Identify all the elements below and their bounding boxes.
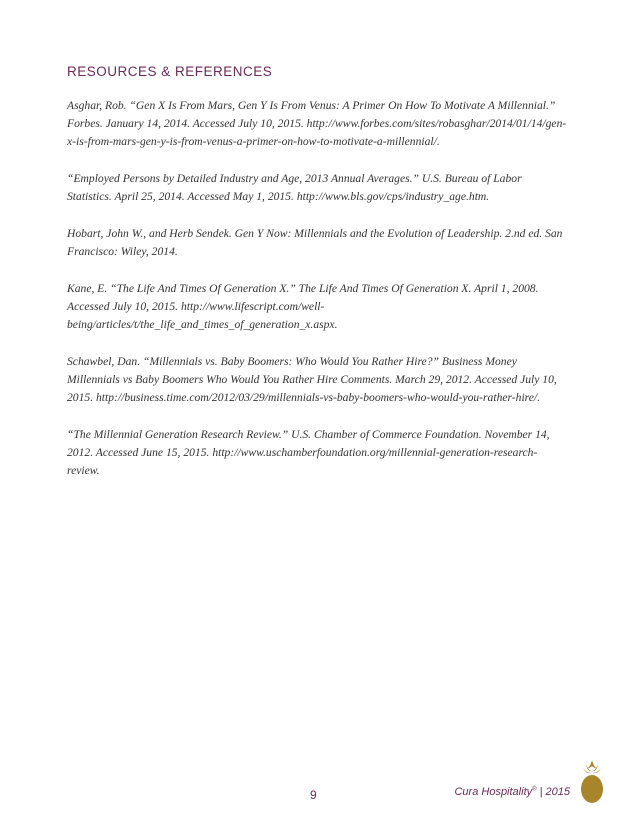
- reference-item: Hobart, John W., and Herb Sendek. Gen Y Now: Millennials and the Evolution of Leadership. 2.nd ed. San Francisco: Wiley, 2014.: [67, 227, 563, 258]
- reference-item: Asghar, Rob. “Gen X Is From Mars, Gen Y Is From Venus: A Primer On How To Motivate A Millennial.” Forbes. January 14, 2014. Accessed July 10, 2015. http://www.forbes.com/sites/robasghar/2014/01/14/gen-x-is-from-mars-gen-y-is-from-venus-a-primer-on-how-to-motivate-a-millennial/.: [67, 99, 567, 148]
- company-name: Cura Hospitality: [454, 786, 533, 798]
- reference-item: Schawbel, Dan. “Millennials vs. Baby Boomers: Who Would You Rather Hire?” Business Money Millennials vs Baby Boomers Who Would You Rather Hire Comments. March 29, 2012. Accessed July 10, 2015. http://business.time.com/2012/03/29/millennials-vs-baby-boomers-who-would-you-rather-hire/.: [67, 355, 557, 404]
- footer-year: | 2015: [536, 786, 570, 798]
- references-list: [67, 97, 567, 499]
- page-title: RESOURCES & REFERENCES: [67, 64, 273, 79]
- footer-credit: [454, 786, 570, 798]
- reference-item: “The Millennial Generation Research Review.” U.S. Chamber of Commerce Foundation. November 14, 2012. Accessed June 15, 2015. http://www.uschamberfoundation.org/millennial-generation-research-review.: [67, 428, 550, 477]
- pineapple-icon: [578, 758, 606, 804]
- registered-mark: ®: [532, 786, 537, 793]
- reference-item: Kane, E. “The Life And Times Of Generation X.” The Life And Times Of Generation X. April 1, 2008. Accessed July 10, 2015. http://www.lifescript.com/well-being/articles/t/the_life_and_times_of_generation_x.aspx.: [67, 282, 539, 331]
- page-number: 9: [310, 788, 317, 802]
- reference-item: “Employed Persons by Detailed Industry and Age, 2013 Annual Averages.” U.S. Bureau of Labor Statistics. April 25, 2014. Accessed May 1, 2015. http://www.bls.gov/cps/industry_age.htm.: [67, 172, 522, 203]
